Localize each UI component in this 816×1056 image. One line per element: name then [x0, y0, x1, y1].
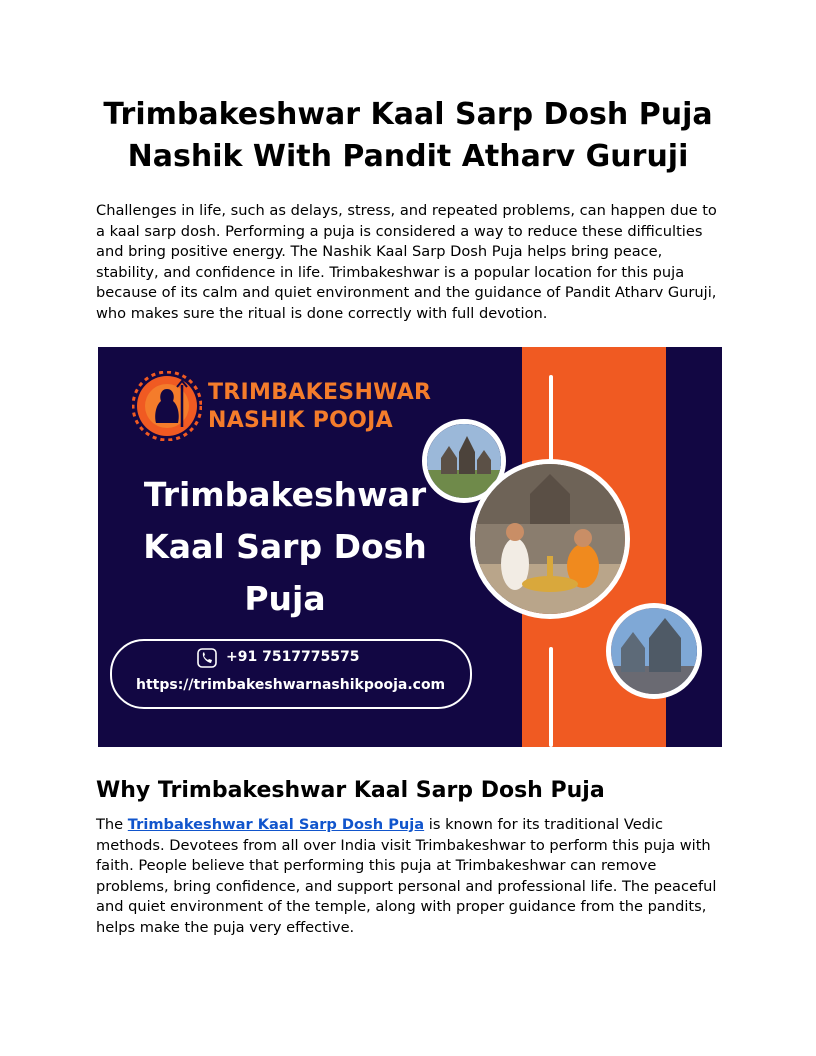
- puja-photo-large: [470, 459, 630, 619]
- banner-image: [98, 347, 722, 747]
- kaal-sarp-puja-link[interactable]: Trimbakeshwar Kaal Sarp Dosh Puja: [127, 816, 425, 833]
- shiva-logo-icon: [132, 371, 202, 441]
- page-title: Trimbakeshwar Kaal Sarp Dosh Puja Nashik With Pandit Atharv Guruji: [103, 97, 713, 174]
- logo-line-2: NASHIK POOJA: [208, 408, 393, 433]
- intro-paragraph: Challenges in life, such as delays, stress, and repeated problems, can happen due to a kaal sarp dosh. Performing a puja is considered a way to reduce these difficulties and bring positive energy. The Nashik Kaal Sarp Dosh Puja helps bring peace, stability, and confidence in life. Trimbakeshwar is a popular location for this puja because of its calm and quiet environment and the guidance of Pandit Atharv Guruji, who makes sure the ritual is done correctly with full devotion.: [96, 202, 717, 322]
- contact-phone: +91 7517775575: [226, 649, 360, 665]
- body-paragraph: [96, 815, 726, 939]
- phone-icon: [196, 647, 218, 669]
- contact-url: https://trimbakeshwarnashikpooja.com: [136, 677, 446, 693]
- banner-title-line-2: Kaal Sarp Dosh: [143, 527, 427, 566]
- logo-line-1: TRIMBAKESHWAR: [208, 380, 432, 405]
- banner-decor-line: [549, 647, 553, 747]
- body-paragraph-prefix: The: [96, 816, 128, 833]
- section-heading: Why Trimbakeshwar Kaal Sarp Dosh Puja: [96, 778, 605, 803]
- banner-title-line-1: Trimbakeshwar: [143, 475, 427, 514]
- temple-photo-bottom: [606, 603, 702, 699]
- banner-title: [120, 469, 450, 625]
- body-paragraph-suffix: is known for its traditional Vedic methods. Devotees from all over India visit Trimbakeshwar to perform this puja with faith. People believe that performing this puja at Trimbakeshwar can remove problems, bring confidence, and support personal and professional life. The peaceful and quiet environment of the temple, along with proper guidance from the pandits, helps make the puja very effective.: [96, 816, 717, 936]
- banner-title-line-3: Puja: [244, 579, 326, 618]
- banner-logo-text: [208, 379, 431, 435]
